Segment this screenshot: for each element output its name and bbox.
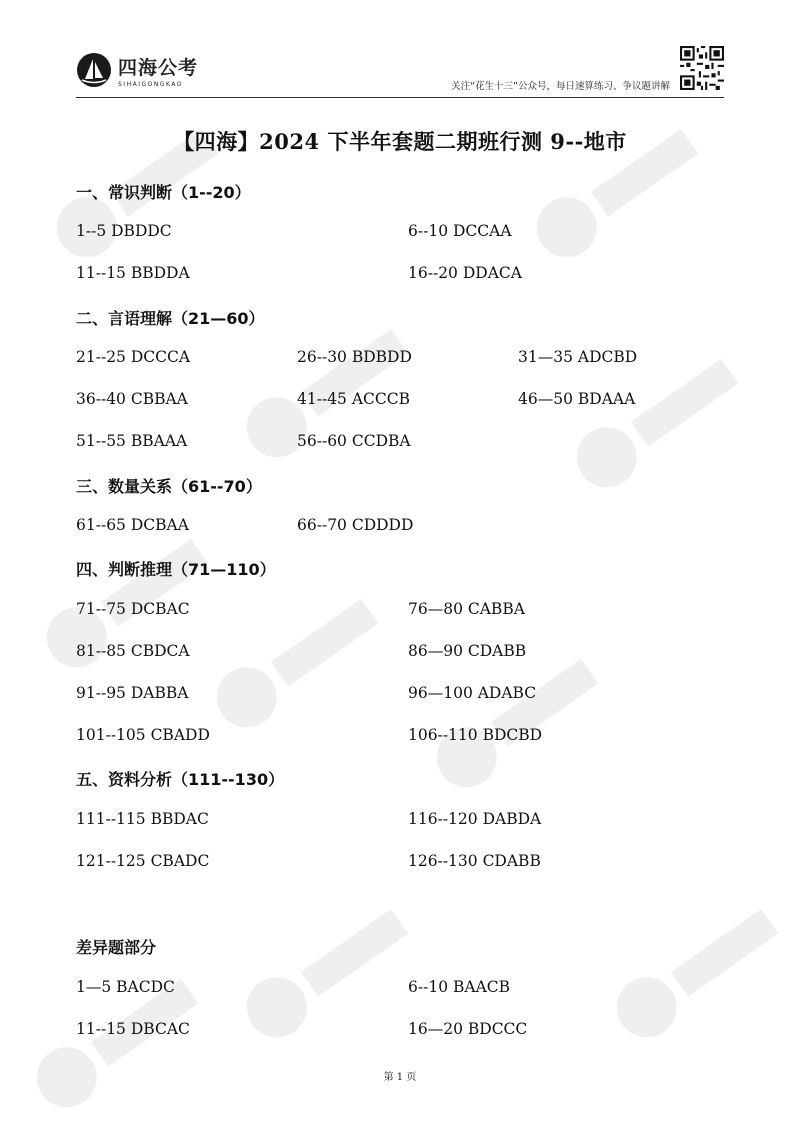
qr-code-icon bbox=[680, 46, 724, 90]
answer-group: 6--10 BAACB bbox=[408, 978, 511, 996]
brand-logo bbox=[76, 52, 198, 88]
answer-group: 111--115 BBDAC bbox=[76, 810, 209, 828]
sailboat-logo-icon bbox=[76, 52, 112, 88]
page-number: 第 1 页 bbox=[383, 1072, 417, 1083]
answer-group: 51--55 BBAAA bbox=[76, 432, 188, 450]
answer-group: 101--105 CBADD bbox=[76, 726, 210, 744]
answer-group: 16—20 BDCCC bbox=[408, 1020, 528, 1038]
answer-group: 121--125 CBADC bbox=[76, 852, 210, 870]
watermark-logo bbox=[225, 880, 435, 1060]
watermark-logo bbox=[195, 570, 405, 750]
answer-group: 66--70 CDDDD bbox=[297, 516, 414, 534]
section-title: 二、言语理解（21—60） bbox=[76, 309, 265, 328]
answer-group: 26--30 BDBDD bbox=[297, 348, 412, 366]
answer-group: 71--75 DCBAC bbox=[76, 600, 190, 618]
answer-group: 116--120 DABDA bbox=[408, 810, 542, 828]
answer-group: 31—35 ADCBD bbox=[518, 348, 638, 366]
answer-group: 6--10 DCCAA bbox=[408, 222, 512, 240]
answer-group: 11--15 BBDDA bbox=[76, 264, 190, 282]
section-title: 五、资料分析（111--130） bbox=[76, 770, 285, 789]
watermark-logo bbox=[595, 880, 800, 1060]
answer-group: 56--60 CCDBA bbox=[297, 432, 411, 450]
answer-group: 21--25 DCCCA bbox=[76, 348, 191, 366]
answer-group: 46—50 BDAAA bbox=[518, 390, 636, 408]
answer-group: 91--95 DABBA bbox=[76, 684, 189, 702]
answer-group: 11--15 DBCAC bbox=[76, 1020, 190, 1038]
answer-group: 1—5 BACDC bbox=[76, 978, 175, 996]
answer-group: 106--110 BDCBD bbox=[408, 726, 543, 744]
section-title: 一、常识判断（1--20） bbox=[76, 183, 251, 202]
answer-group: 76—80 CABBA bbox=[408, 600, 525, 618]
document-title: 【四海】2024 下半年套题二期班行测 9--地市 bbox=[173, 129, 627, 154]
answer-group: 86—90 CDABB bbox=[408, 642, 527, 660]
section-title: 三、数量关系（61--70） bbox=[76, 477, 262, 496]
answer-group: 126--130 CDABB bbox=[408, 852, 541, 870]
answer-group: 36--40 CBBAA bbox=[76, 390, 188, 408]
watermark-logo bbox=[15, 950, 225, 1130]
section-title: 差异题部分 bbox=[76, 938, 157, 957]
answer-group: 1--5 DBDDC bbox=[76, 222, 172, 240]
answer-group: 61--65 DCBAA bbox=[76, 516, 189, 534]
header-divider bbox=[76, 97, 724, 98]
logo-name: 四海公考 bbox=[118, 56, 199, 79]
logo-subtitle: SIHAIGONGKAO bbox=[118, 80, 184, 88]
answer-group: 81--85 CBDCA bbox=[76, 642, 190, 660]
page-header bbox=[76, 48, 726, 98]
header-tagline: 关注“花生十三”公众号，每日速算练习、争议题讲解 bbox=[451, 81, 670, 92]
section-title: 四、判断推理（71—110） bbox=[76, 560, 276, 579]
answer-group: 96—100 ADABC bbox=[408, 684, 537, 702]
answer-group: 16--20 DDACA bbox=[408, 264, 522, 282]
answer-group: 41--45 ACCCB bbox=[297, 390, 411, 408]
